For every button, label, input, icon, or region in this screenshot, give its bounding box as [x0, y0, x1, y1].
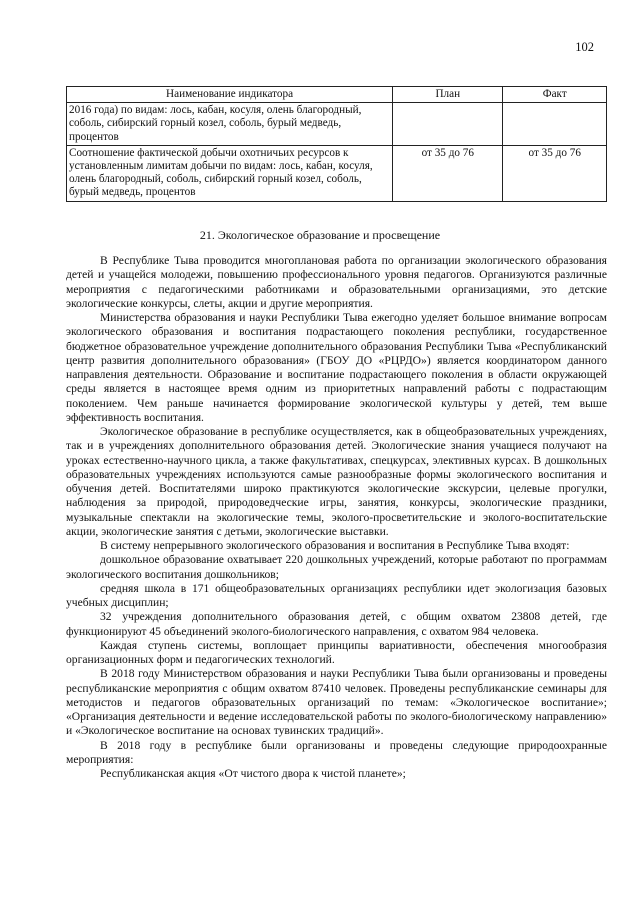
indicator-table: [66, 86, 607, 202]
section-title: 21. Экологическое образование и просвещение: [199, 228, 441, 242]
paragraph: Каждая ступень системы, воплощает принципы вариативности, обеспечения многообразия организационных форм и педагогических технологий.: [66, 638, 607, 666]
document-body: [66, 254, 607, 781]
table-header-row: [67, 87, 607, 103]
header-plan: План: [393, 87, 503, 103]
plan-cell: [393, 103, 503, 146]
paragraph: В 2018 году в республике были организованы и проведены следующие природоохранные мероприятия:: [66, 738, 607, 766]
indicator-name-cell: Соотношение фактической добычи охотничьих ресурсов к установленным лимитам добычи по видам: лось, кабан, косуля, олень благородный, соболь, сибирский горный козел, соболь, бурый медведь, процентов: [67, 145, 393, 201]
paragraph: дошкольное образование охватывает 220 дошкольных учреждений, которые работают по программам экологического воспитания дошкольников;: [66, 553, 607, 581]
paragraph: Экологическое образование в республике осуществляется, как в общеобразовательных учреждениях, так и в учреждениях дополнительного образования детей. Экологические знания учащиеся получают на уроках естественно-научного цикла, а также факультативах, спецкурсах, элективных курсах. В дошкольных образовательных учреждениях используются самые разнообразные формы экологического воспитания и обучения детей. Воспитателями широко практикуются экологические экскурсии, целевые прогулки, наблюдения за природой, природоведческие игры, занятия, конкурсы, экологические праздники, музыкальные спектакли на экологические темы, эколого-просветительские и эколого-воспитательские акции, экологические занятия с детьми, экологические выставки.: [66, 425, 607, 538]
paragraph: Республиканская акция «От чистого двора к чистой планете»;: [100, 767, 406, 780]
table-row: [67, 103, 607, 146]
header-indicator-name: Наименование индикатора: [67, 87, 393, 103]
paragraph: средняя школа в 171 общеобразовательных организациях республики идет экологизация базовых учебных дисциплин;: [66, 581, 607, 609]
table-row: [67, 145, 607, 201]
page-number: 102: [575, 40, 594, 54]
header-fact: Факт: [503, 87, 607, 103]
paragraph: В Республике Тыва проводится многоплановая работа по организации экологического образования детей и учащейся молодежи, повышению профессионального уровня педагогов. Организуются различные мероприятия с педагогическими работниками и образовательными организациями, это детские экологические конкурсы, слеты, акции и другие мероприятия.: [66, 254, 607, 310]
fact-cell: [503, 103, 607, 146]
indicator-name-cell: 2016 года) по видам: лось, кабан, косуля, олень благородный, соболь, сибирский горный козел, соболь, бурый медведь, процентов: [67, 103, 393, 146]
fact-cell: от 35 до 76: [503, 145, 607, 201]
paragraph: Министерства образования и науки Республики Тыва ежегодно уделяет большое внимание вопросам экологического образования и воспитания подрастающего поколения республики, государственное бюджетное образовательное учреждение дополнительного образования Республики Тыва «Республиканский центр развития дополнительного образования» (ГБОУ ДО «РЦРДО») является координатором данного направления деятельности. Образование и воспитание подрастающего поколения в области окружающей среды является в настоящее время одним из приоритетных направлений работы с подрастающим поколением. Чем раньше начинается формирование экологической культуры у детей, тем выше эффективность воспитания.: [66, 311, 607, 424]
paragraph: В 2018 году Министерством образования и науки Республики Тыва были организованы и проведены республиканские мероприятия с общим охватом 87410 человек. Проведены республиканские семинары для методистов и педагогов образовательных организаций по темам: «Экологическое воспитание»; «Организация деятельности и ведение исследовательской работы по эколого-биологическому направлению» и «Экологическое воспитание на основах тувинских традиций».: [66, 667, 607, 738]
paragraph: 32 учреждения дополнительного образования детей, с общим охватом 23808 детей, где функционируют 45 объединений эколого-биологического направления, с охватом 984 человека.: [66, 610, 607, 638]
paragraph: В систему непрерывного экологического образования и воспитания в Республике Тыва входят:: [100, 539, 570, 552]
plan-cell: от 35 до 76: [393, 145, 503, 201]
